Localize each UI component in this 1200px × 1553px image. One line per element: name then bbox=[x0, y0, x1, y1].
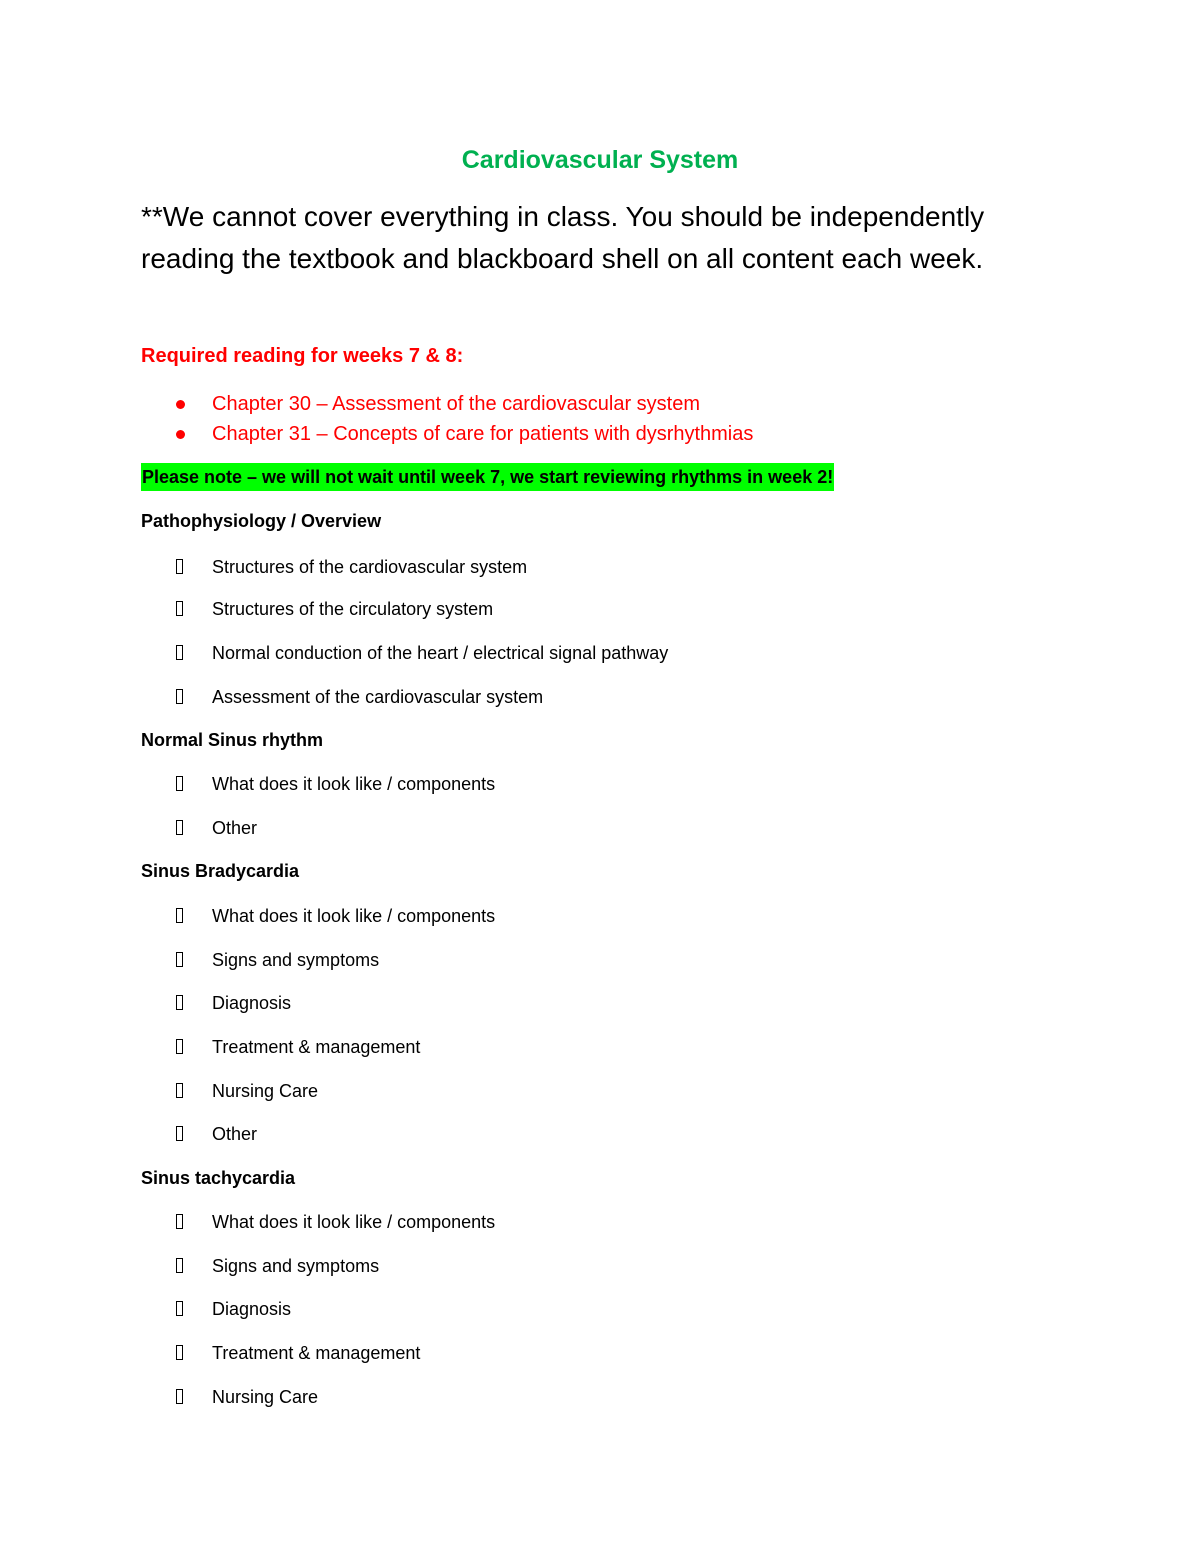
required-reading-item bbox=[141, 419, 1041, 449]
topic-text: What does it look like / components bbox=[212, 774, 496, 794]
topic-text: Other bbox=[212, 818, 258, 838]
missing-glyph-box-icon bbox=[176, 1039, 183, 1054]
missing-glyph-box-icon bbox=[176, 645, 183, 660]
topic-item bbox=[141, 1120, 1041, 1148]
required-reading-text: Chapter 30 – Assessment of the cardiovascular system bbox=[212, 393, 701, 415]
topic-item bbox=[141, 814, 1041, 842]
topic-item bbox=[141, 1383, 1041, 1411]
topic-item bbox=[141, 770, 1041, 798]
topic-text: Other bbox=[212, 1124, 258, 1144]
missing-glyph-box-icon bbox=[176, 776, 183, 791]
missing-glyph-box-icon bbox=[176, 1345, 183, 1360]
document-title: Cardiovascular System bbox=[461, 146, 739, 174]
topic-text: What does it look like / components bbox=[212, 1212, 496, 1232]
topic-text: Treatment & management bbox=[212, 1037, 421, 1057]
missing-glyph-box-icon bbox=[176, 1214, 183, 1229]
missing-glyph-box-icon bbox=[176, 1389, 183, 1404]
topic-item bbox=[141, 946, 1041, 974]
topic-text: Nursing Care bbox=[212, 1081, 319, 1101]
topic-text: Structures of the cardiovascular system bbox=[212, 557, 528, 577]
missing-glyph-box-icon bbox=[176, 1301, 183, 1316]
topic-item bbox=[141, 1033, 1041, 1061]
missing-glyph-box-icon bbox=[176, 601, 183, 616]
topic-item bbox=[141, 595, 1041, 623]
missing-glyph-box-icon bbox=[176, 952, 183, 967]
missing-glyph-box-icon bbox=[176, 820, 183, 835]
missing-glyph-box-icon bbox=[176, 689, 183, 704]
topic-item bbox=[141, 639, 1041, 667]
topic-item bbox=[141, 683, 1041, 711]
bullet-dot-icon bbox=[176, 400, 185, 409]
topic-item bbox=[141, 1339, 1041, 1367]
missing-glyph-box-icon bbox=[176, 559, 183, 574]
topic-text: Normal conduction of the heart / electrical signal pathway bbox=[212, 643, 669, 663]
topic-text: What does it look like / components bbox=[212, 906, 496, 926]
section-heading: Pathophysiology / Overview bbox=[141, 511, 382, 531]
intro-paragraph: **We cannot cover everything in class. You should be independently reading the textbook and blackboard shell on all content each week. bbox=[141, 201, 985, 274]
topic-item bbox=[141, 1252, 1041, 1280]
topic-item bbox=[141, 989, 1041, 1017]
topic-text: Signs and symptoms bbox=[212, 950, 380, 970]
topic-item bbox=[141, 1077, 1041, 1105]
bullet-dot-icon bbox=[176, 430, 185, 439]
required-reading-item bbox=[141, 389, 1041, 419]
required-reading-heading: Required reading for weeks 7 & 8: bbox=[141, 345, 464, 367]
topic-text: Diagnosis bbox=[212, 1299, 292, 1319]
section-heading: Sinus Bradycardia bbox=[141, 861, 300, 881]
required-reading-list bbox=[141, 389, 1041, 449]
topic-text: Signs and symptoms bbox=[212, 1256, 380, 1276]
topic-text: Structures of the circulatory system bbox=[212, 599, 494, 619]
topic-text: Treatment & management bbox=[212, 1343, 421, 1363]
missing-glyph-box-icon bbox=[176, 1258, 183, 1273]
required-reading-text: Chapter 31 – Concepts of care for patients with dysrhythmias bbox=[212, 423, 754, 445]
topic-item bbox=[141, 1208, 1041, 1236]
topic-item bbox=[141, 553, 1041, 581]
section-heading: Sinus tachycardia bbox=[141, 1168, 296, 1188]
topic-text: Diagnosis bbox=[212, 993, 292, 1013]
section-heading: Normal Sinus rhythm bbox=[141, 730, 324, 750]
topic-item bbox=[141, 1295, 1041, 1323]
topic-text: Nursing Care bbox=[212, 1387, 319, 1407]
missing-glyph-box-icon bbox=[176, 908, 183, 923]
topic-item bbox=[141, 902, 1041, 930]
missing-glyph-box-icon bbox=[176, 1083, 183, 1098]
highlighted-notice: Please note – we will not wait until week 7, we start reviewing rhythms in week 2! bbox=[141, 463, 834, 491]
missing-glyph-box-icon bbox=[176, 995, 183, 1010]
topic-text: Assessment of the cardiovascular system bbox=[212, 687, 544, 707]
missing-glyph-box-icon bbox=[176, 1126, 183, 1141]
